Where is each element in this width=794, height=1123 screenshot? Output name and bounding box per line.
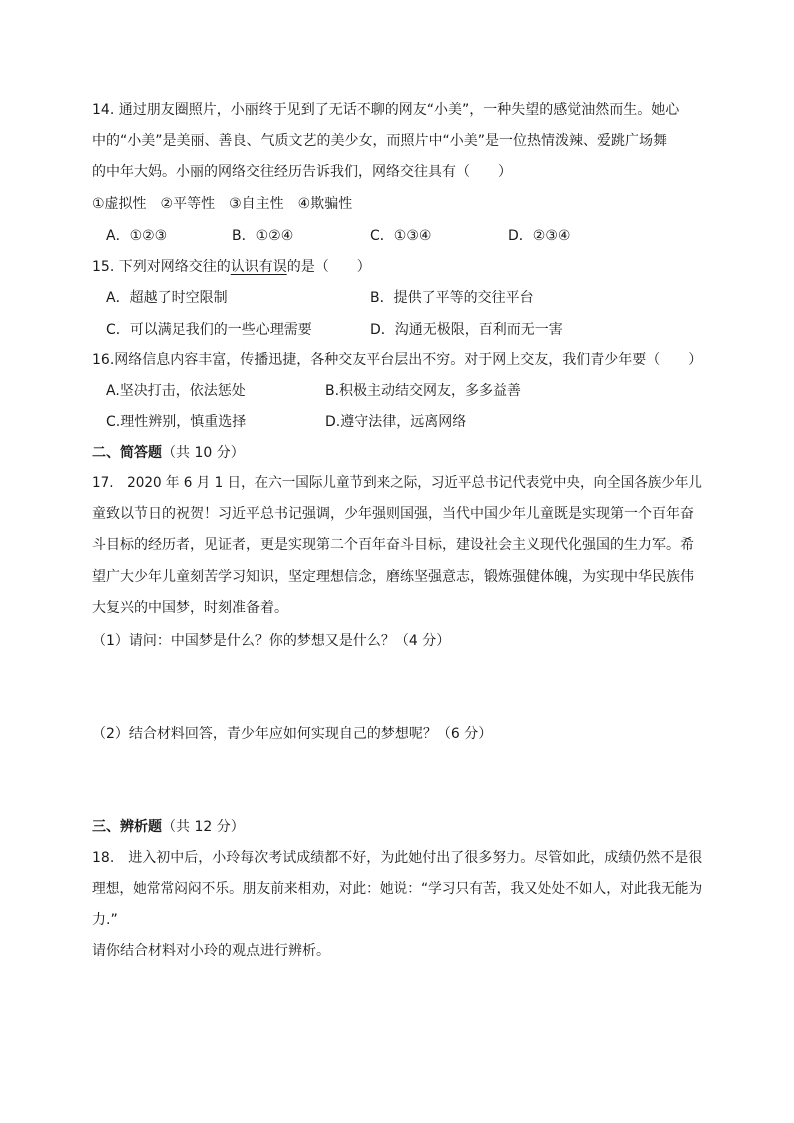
q17-material-line-2: 童致以节日的祝贺！习近平总书记强调，少年强则国强，当代中国少年儿童既是实现第一个百年奋 <box>92 506 694 522</box>
q14-option-a: A．①②③ <box>106 228 168 244</box>
section-3-score: （共 12 分） <box>162 819 245 835</box>
q17-material-line-3: 斗目标的经历者，见证者，更是实现第二个百年奋斗目标，建设社会主义现代化强国的生力军。希 <box>92 537 694 553</box>
q14-stem-line-3: 的中年大妈。小丽的网络交往经历告诉我们，网络交往具有（ ） <box>92 164 512 180</box>
q15-option-b: B．提供了平等的交往平台 <box>370 290 534 306</box>
q15-stem <box>92 257 371 277</box>
q16-option-b: B.积极主动结交网友，多多益善 <box>325 383 522 399</box>
q15-option-d: D．沟通无极限，百利而无一害 <box>370 322 563 338</box>
q17-subquestion-2: （2）结合材料回答，青少年应如何实现自己的梦想呢？（6 分） <box>92 726 493 742</box>
section-2-score: （共 10 分） <box>162 445 245 461</box>
q15-option-a: A．超越了时空限制 <box>106 290 228 306</box>
q16-stem: 16.网络信息内容丰富，传播迅捷，各种交友平台层出不穷。对于网上交友，我们青少年要（ ） <box>92 352 703 368</box>
q16-option-a: A.坚决打击，依法惩处 <box>106 383 246 399</box>
q16-option-c: C.理性辨别，慎重选择 <box>106 414 247 430</box>
q18-material-line-3: 力.” <box>92 912 118 928</box>
q17-material-line-4: 望广大少年儿童刻苦学习知识，坚定理想信念，磨练坚强意志，锻炼强健体魄，为实现中华民族伟 <box>92 569 694 585</box>
q18-material-line-2: 理想，她常常闷闷不乐。朋友前来相劝，对此：她说：“学习只有苦，我又处处不如人，对此我无能为 <box>92 881 703 897</box>
q14-items: ①虚拟性 ②平等性 ③自主性 ④欺骗性 <box>92 196 353 212</box>
q14-stem-line-2: 中的“小美”是美丽、善良、气质文艺的美少女，而照片中“小美”是一位热情泼辣、爱跳广场舞 <box>92 133 668 149</box>
q17-subquestion-1: （1）请问：中国梦是什么？你的梦想又是什么？（4 分） <box>92 633 451 649</box>
q14-stem-line-1: 14. 通过朋友圈照片，小丽终于见到了无话不聊的网友“小美”，一种失望的感觉油然而生。她心 <box>92 102 680 118</box>
section-3-title: 三、辨析题 <box>92 819 162 835</box>
q15-option-c: C．可以满足我们的一些心理需要 <box>106 322 312 338</box>
q14-option-b: B．①②④ <box>232 228 294 244</box>
q17-material-line-5: 大复兴的中国梦，时刻准备着。 <box>92 600 288 616</box>
q18-prompt: 请你结合材料对小玲的观点进行辨析。 <box>92 943 330 959</box>
q16-option-d: D.遵守法律，远离网络 <box>325 414 467 430</box>
q17-material-line-1: 17. 2020 年 6 月 1 日，在六一国际儿童节到来之际，习近平总书记代表党中央，向全国各族少年儿 <box>92 475 702 491</box>
q18-material-line-1: 18. 进入初中后，小玲每次考试成绩都不好，为此她付出了很多努力。尽管如此，成绩仍然不是很 <box>92 850 703 866</box>
q15-stem-underlined: 认识有误 <box>230 259 287 275</box>
q14-option-c: C．①③④ <box>370 228 432 244</box>
q15-stem-post: 的是（ ） <box>286 259 371 275</box>
q15-stem-pre: 15. 下列对网络交往的 <box>92 259 231 275</box>
section-2-heading <box>92 443 245 463</box>
section-2-title: 二、简答题 <box>92 445 162 461</box>
section-3-heading <box>92 817 245 837</box>
q14-option-d: D．②③④ <box>508 228 571 244</box>
